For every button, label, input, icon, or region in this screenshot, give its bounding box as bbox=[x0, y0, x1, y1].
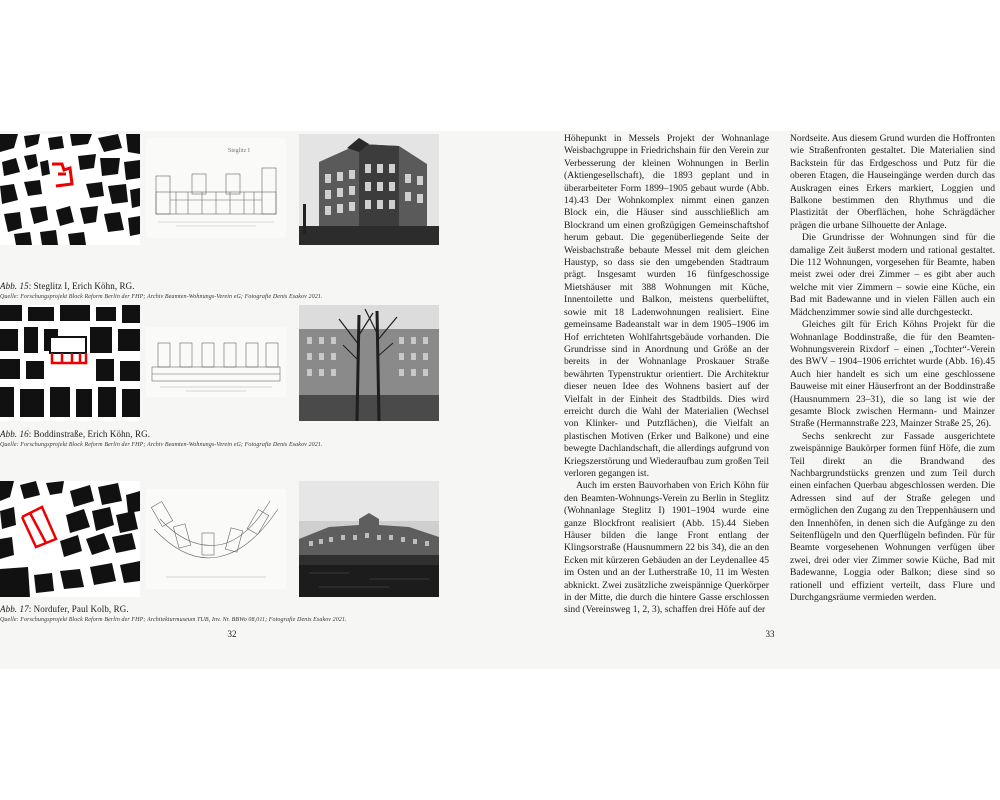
site-plan-map bbox=[0, 481, 140, 597]
waterfront-block-photo bbox=[299, 481, 439, 597]
caption-label: Abb. 15 bbox=[0, 281, 29, 291]
paragraph: Höhepunkt in Messels Projekt der Wohnanlage Weisbachgruppe in Friedrichshain für den Verein zur Verbesserung der kleinen Wohnungen in Berlin (Aktiengesellschaft), die 1893 geplant und in überarbeiteter Form 1899–1905 gebaut wurde (Abb. 14).43 Der Wohnkomplex nimmt einen ganzen Block ein, die Häuser sind ausschließlich am Blockrand um einen großzügigen Gemeinschaftshof herum gebaut. Die gegenüberliegende Seite der Weisbachstraße bebaute Messel mit dem gleichen Haustyp, so dass sie den umgebenden Stadtraum prägt. Insgesamt wurden 16 fünfgeschossige Mietshäuser mit 388 Wohnungen mit Küche, Innentoilette und Balkon, meistens querbelüftet, sowie mit 18 Ladenwohnungen realisiert. Eine gemeinsame Badeanstalt war in dem 1905–1906 im Hof errichteten Wohlfahrtsgebäude vorhanden. Die Grundrisse sind in Anordnung und Größe an der bereits in der Wohnanlage Proskauer Straße bewährten Typenstruktur orientiert. Die Architektur dieser neuen Idee des Wohnens basiert auf der Vielfalt in der Einheit des Stadtbilds. Dies wird erreicht durch die Wahl der Materialien (Wechsel von Klinker- und Putzflächen), die Vielfalt an plastischen Motiven (Erker und Balkone) und eine bewegte Dachlandschaft, die allerdings aufgrund von Kriegszerstörung und Wiederaufbau zum großen Teil verloren gegangen ist. bbox=[564, 133, 769, 479]
caption-17 bbox=[0, 604, 460, 624]
caption-source: Quelle: Forschungsprojekt Block Reform Berlin der FHP; Archiv Beamten-Wohnungs-Verein eG; Fotografie Denis Esakov 2021. bbox=[0, 294, 323, 300]
paragraph: Sechs senkrecht zur Fassade ausgerichtete zweispännige Baukörper formen fünf Höfe, die zum Teil direkt an die Brandwand des Nachbargrundstücks grenzen und zum Teil durch einen einfachen Querbau abgeschlossen werden. Die Adressen sind auf der Straße gelegen und ermöglichen den Zugang zu den Treppenhäusern und den Innenhöfen, in denen sich die Aufgänge zu den Seitenflügeln und den Querflügeln befinden. Für für Beamte vorgesehenen Wohnungen verfügen über zwei, drei oder vier Zimmer sowie Küche, Bad mit Badewanne, Loggia oder Balkon; diese sind so rationell und effizient verteilt, dass Flure und Durchgangsräume vermieden werden. bbox=[790, 430, 995, 604]
paragraph: Nordseite. Aus diesem Grund wurden die Hoffronten wie Straßenfronten gestaltet. Die Materialien sind Backstein für das Erdgeschoss und Putz für die oberen Etagen, die Hauseingänge werden durch das Auskragen eines Erkers markiert, Loggien und Balkone bestimmen den Rhythmus und die Plastizität der Oberflächen, hohe Schrägdächer prägen die urbane Silhouette der Anlage. bbox=[790, 133, 995, 231]
figure-16 bbox=[0, 305, 440, 425]
figure-15 bbox=[0, 134, 440, 274]
caption-title: : Boddinstraße, Erich Köhn, RG. bbox=[28, 429, 151, 439]
caption-title: : Steglitz I, Erich Köhn, RG. bbox=[28, 281, 135, 291]
site-plan-map bbox=[0, 134, 140, 245]
paragraph: Gleiches gilt für Erich Köhns Projekt für die Wohnanlage Boddinstraße, die für den Beamten-Wohnungsverein Rixdorf – einen „Tochter“-Verein des BWV – 1904–1906 errichtet wurde (Abb. 16).45 Auch hier handelt es sich um eine geschlossene Bauweise mit einer Häuserfront an der Boddinstraße (Hausnummern 23–31), die so lang ist wie der gesamte Block zwischen Hermann- und Mainzer Straße (Hermannstraße 223, Mainzer Straße 25, 26). bbox=[790, 319, 995, 430]
caption-source: Quelle: Forschungsprojekt Block Reform Berlin der FHP; Archiv Beamten-Wohnungs-Verein eG; Fotografie Denis Esakov 2021. bbox=[0, 442, 323, 448]
caption-source: Quelle: Forschungsprojekt Block Reform Berlin der FHP; Architekturmuseum TUB, Inv. Nr. BBWo 08,011; Fotografie Denis Esakov 2021. bbox=[0, 617, 347, 623]
caption-title: : Nordufer, Paul Kolb, RG. bbox=[28, 604, 129, 614]
plan-label: Steglitz I bbox=[228, 148, 250, 154]
page-number-left: 32 bbox=[227, 629, 237, 639]
caption-16 bbox=[0, 429, 460, 449]
paragraph: Auch im ersten Bauvorhaben von Erich Köhn für den Beamten-Wohnungs-Verein zu Berlin in Steglitz (Wohnanlage Steglitz I) 1901–1904 wurde eine ganze Blockfront realisiert (Abb. 15).44 Sieben Häuser bilden die lange Front entlang der Klingsorstraße (Hausnummern 22 bis 34), die an den Ecken mit kürzeren Gebäuden an der Leydenallee 45 im Osten und an der Lutherstraße 10, 11 im Westen abknickt. Zwei zusätzliche zweispännige Querkörper in der Mitte, die durch die hintere Gasse erschlossen sind (Vereinsweg 1, 2, 3), schaffen drei Höfe auf der bbox=[564, 480, 769, 616]
site-plan-map bbox=[0, 305, 140, 421]
figure-17 bbox=[0, 481, 440, 601]
right-page bbox=[500, 131, 1000, 669]
text-column-right bbox=[790, 133, 995, 604]
floor-plan-drawing bbox=[146, 138, 286, 238]
left-page bbox=[0, 131, 500, 669]
book-spread bbox=[0, 131, 1000, 669]
paragraph: Die Grundrisse der Wohnungen sind für die damalige Zeit äußerst modern und rational gestaltet. Die 112 Wohnungen, vorgesehen für Beamte, haben meist zwei oder drei Zimmer – es gibt aber auch welche mit vier Zimmern – sowie eine Küche, ein Bad mit Badewanne und in vielen Fällen auch ein Mädchenzimmer sowie sind alle durchgesteckt. bbox=[790, 232, 995, 318]
courtyard-trees-photo bbox=[299, 305, 439, 421]
caption-label: Abb. 16 bbox=[0, 429, 29, 439]
caption-label: Abb. 17 bbox=[0, 604, 29, 614]
floor-plan-drawing bbox=[146, 327, 286, 397]
text-column-left bbox=[564, 133, 769, 617]
page-number-right: 33 bbox=[765, 629, 775, 639]
building-corner-photo bbox=[299, 134, 439, 245]
caption-15 bbox=[0, 281, 460, 301]
floor-plan-drawing bbox=[146, 489, 286, 589]
